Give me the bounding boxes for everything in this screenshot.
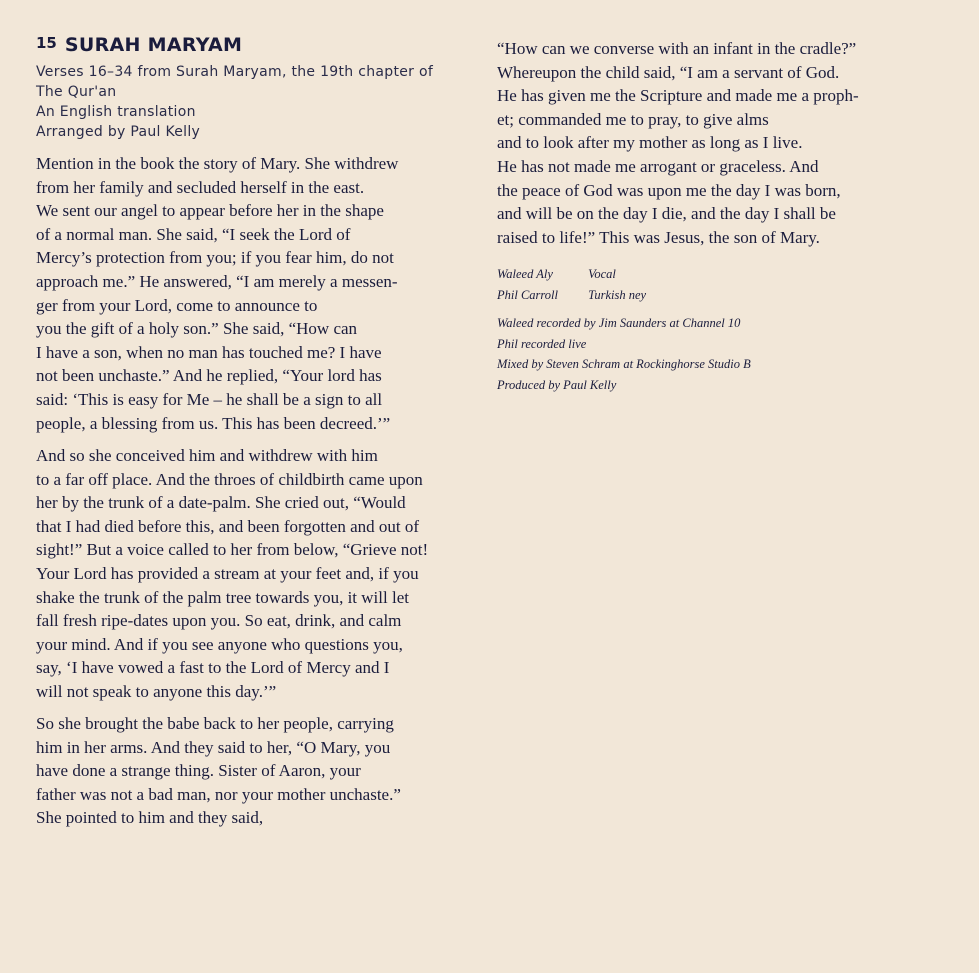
verse-line: say, ‘I have vowed a fast to the Lord of Mercy and I: [36, 658, 390, 678]
production-credit: Mixed by Steven Schram at Rockinghorse Studio B: [497, 357, 751, 371]
verse-line: said: ‘This is easy for Me – he shall be a sign to all: [36, 389, 383, 409]
credits: [497, 264, 751, 395]
verse-line: et; commanded me to pray, to give alms: [497, 109, 769, 129]
production-credit: Waleed recorded by Jim Saunders at Channel 10: [497, 316, 741, 330]
production-credit: Phil recorded live: [497, 336, 587, 351]
verse-line: Mention in the book the story of Mary. She withdrew: [36, 154, 399, 173]
verse-paragraph-4: [497, 37, 859, 249]
verse-line: to a far off place. And the throes of childbirth came upon: [36, 469, 423, 489]
credit-performer: [497, 285, 751, 306]
verse-line: So she brought the babe back to her people, carrying: [36, 714, 394, 733]
verse-line: He has given me the Scripture and made me a proph-: [497, 86, 859, 106]
verse-line: your mind. And if you see anyone who questions you,: [36, 634, 403, 654]
verse-line: fall fresh ripe-dates upon you. So eat, drink, and calm: [36, 611, 402, 631]
verse-paragraph-1: [36, 152, 398, 435]
verse-line: people, a blessing from us. This has been decreed.’”: [36, 413, 391, 433]
track-title: SURAH MARYAM: [64, 34, 243, 56]
verse-line: and to look after my mother as long as I live.: [497, 133, 803, 153]
verse-paragraph-3: [36, 712, 401, 830]
production-credit: Produced by Paul Kelly: [497, 377, 617, 392]
verse-line: approach me.” He answered, “I am merely a messen-: [36, 271, 398, 291]
performer-role: Vocal: [588, 267, 616, 281]
credits-spacer: [497, 305, 751, 313]
verse-line: “How can we converse with an infant in the cradle?”: [497, 39, 857, 58]
meta-line: Arranged by Paul Kelly: [36, 124, 201, 140]
verse-line: and will be on the day I die, and the day I shall be: [497, 204, 836, 224]
verse-line: that I had died before this, and been forgotten and out of: [36, 516, 420, 536]
verse-line: sight!” But a voice called to her from below, “Grieve not!: [36, 540, 429, 560]
verse-paragraph-2: [36, 444, 428, 704]
verse-line: will not speak to anyone this day.’”: [36, 681, 277, 701]
verse-line: I have a son, when no man has touched me? I have: [36, 342, 382, 362]
meta-line: An English translation: [36, 104, 196, 120]
verse-line: Mercy’s protection from you; if you fear him, do not: [36, 248, 394, 268]
verse-line: ger from your Lord, come to announce to: [36, 295, 318, 315]
verse-line: of a normal man. She said, “I seek the Lord of: [36, 224, 351, 244]
performer-role: Turkish ney: [588, 287, 647, 302]
verse-line: Whereupon the child said, “I am a servant of God.: [497, 62, 840, 82]
verse-line: not been unchaste.” And he replied, “Your lord has: [36, 366, 382, 386]
verse-line: her by the trunk of a date-palm. She cried out, “Would: [36, 493, 406, 513]
verse-line: And so she conceived him and withdrew with him: [36, 446, 378, 465]
track-heading: [36, 34, 242, 56]
verse-line: him in her arms. And they said to her, “O Mary, you: [36, 737, 391, 757]
verse-line: shake the trunk of the palm tree towards you, it will let: [36, 587, 409, 607]
performer-name: Waleed Aly: [497, 267, 553, 281]
meta-line: Verses 16–34 from Surah Maryam, the 19th chapter of: [36, 64, 434, 80]
verse-line: have done a strange thing. Sister of Aaron, your: [36, 761, 361, 781]
verse-line: father was not a bad man, nor your mother unchaste.”: [36, 784, 401, 804]
verse-line: He has not made me arrogant or graceless. And: [497, 156, 819, 176]
verse-line: She pointed to him and they said,: [36, 808, 264, 828]
verse-line: from her family and secluded herself in the east.: [36, 177, 365, 197]
verse-line: Your Lord has provided a stream at your feet and, if you: [36, 563, 419, 583]
meta-line: The Qur'an: [36, 84, 117, 100]
track-number: 15: [36, 34, 57, 52]
verse-line: We sent our angel to appear before her in the shape: [36, 201, 384, 221]
track-info: [36, 62, 433, 142]
verse-line: the peace of God was upon me the day I was born,: [497, 180, 841, 200]
verse-line: raised to life!” This was Jesus, the son of Mary.: [497, 227, 820, 247]
verse-line: you the gift of a holy son.” She said, “How can: [36, 319, 358, 339]
credit-performer: [497, 264, 751, 285]
performer-name: Phil Carroll: [497, 287, 559, 302]
